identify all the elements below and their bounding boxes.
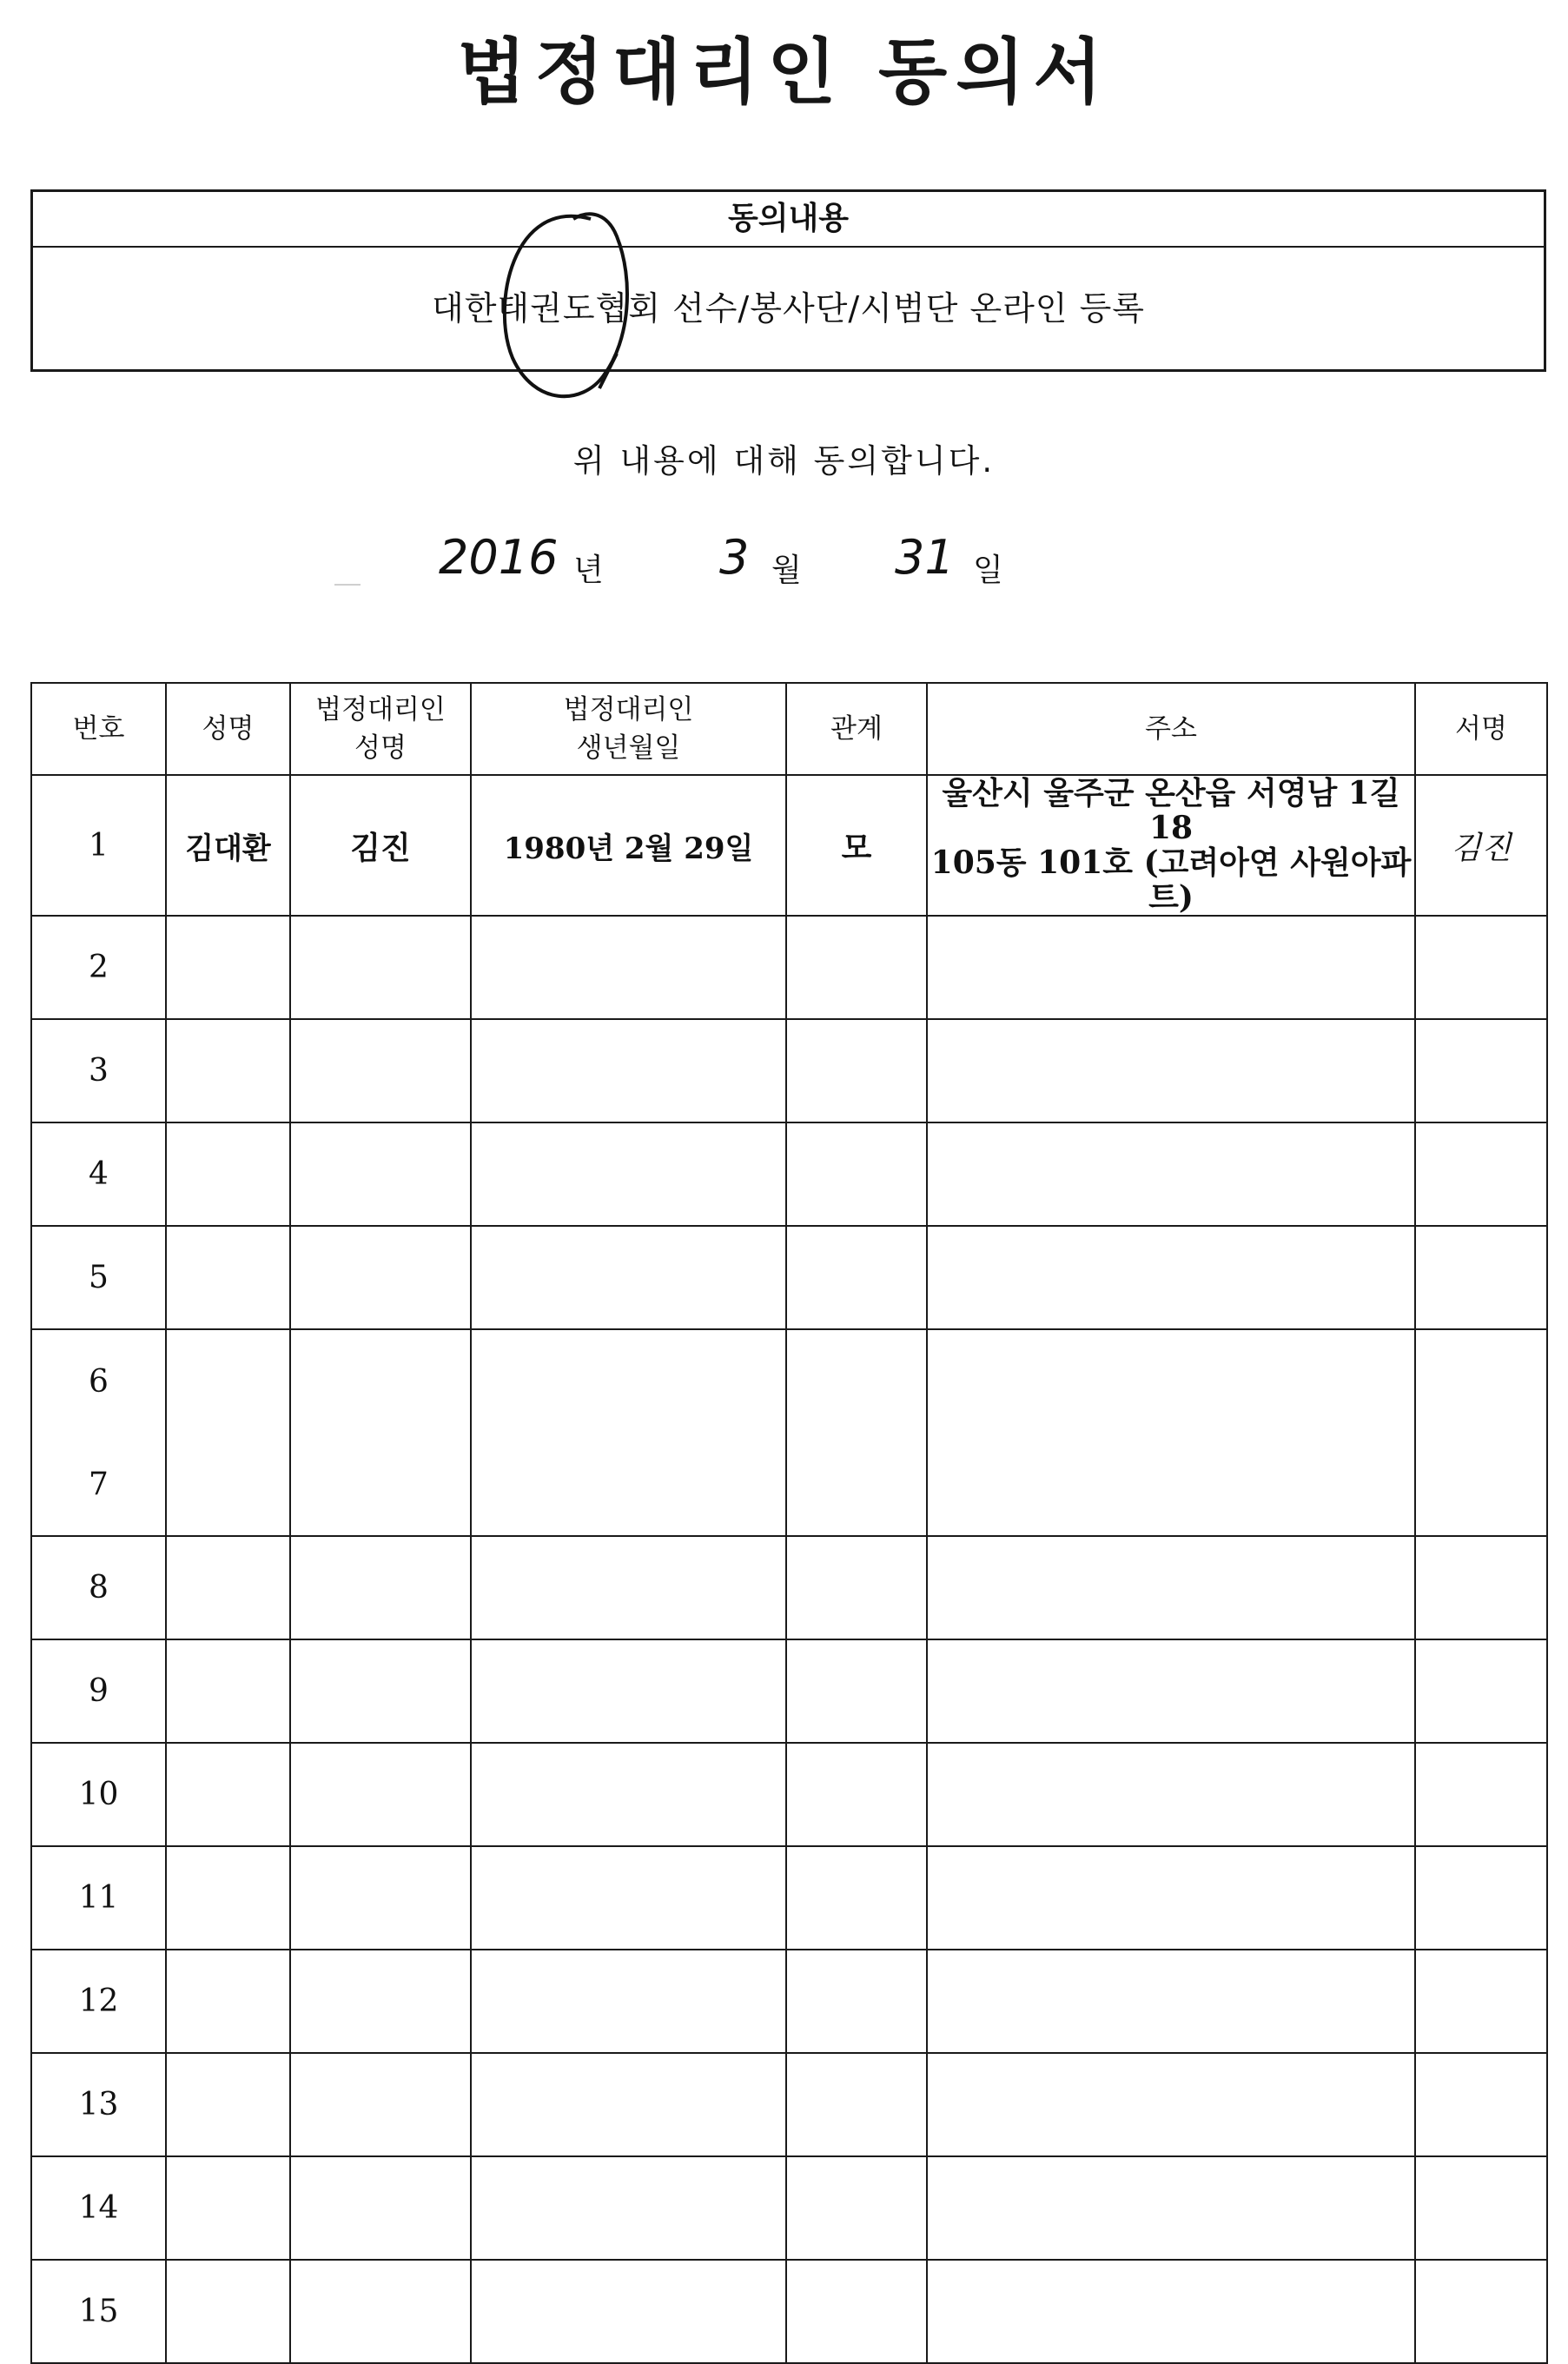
date-year-value: 2016 — [439, 530, 559, 585]
header-guardian-name — [290, 683, 471, 775]
consent-body: 대한태권도협회 선수/봉사단/시범단 온라인 등록 — [431, 289, 1145, 328]
header-guardian-birth-l2: 생년월일 — [576, 732, 681, 764]
table-row — [31, 1950, 1547, 2053]
table-row — [31, 2053, 1547, 2156]
table-row — [31, 2156, 1547, 2260]
row-number: 12 — [31, 1950, 166, 2053]
student-name: 김대환 — [166, 775, 290, 916]
relation: 모 — [786, 775, 927, 916]
document-title: 법정대리인 동의서 — [457, 31, 1111, 114]
signature: 김진 — [1415, 775, 1547, 916]
row-number: 11 — [31, 1846, 166, 1950]
row-number-pair — [31, 1329, 166, 1536]
table-row — [31, 1226, 1547, 1329]
address-line-1: 울산시 울주군 온산읍 서영남 1길 18 — [942, 775, 1400, 846]
row-number: 7 — [89, 1466, 109, 1502]
header-signature: 서명 — [1415, 683, 1547, 775]
consent-header: 동의내용 — [33, 192, 1544, 248]
date-year-label: 년 — [573, 553, 604, 588]
row-number: 9 — [31, 1639, 166, 1743]
guardian-name: 김진 — [290, 775, 471, 916]
table-row — [31, 775, 1547, 916]
table-row — [31, 916, 1547, 1019]
header-guardian-birth — [471, 683, 786, 775]
row-number: 10 — [31, 1743, 166, 1846]
table-row — [31, 2260, 1547, 2363]
table-header-row — [31, 683, 1547, 775]
address — [927, 775, 1415, 916]
header-relation: 관계 — [786, 683, 927, 775]
date-line — [0, 521, 1568, 608]
table-row — [31, 1019, 1547, 1122]
row-number: 13 — [31, 2053, 166, 2156]
header-guardian-name-l1: 법정대리인 — [315, 694, 446, 725]
row-number: 5 — [31, 1226, 166, 1329]
agreement-statement: 위 내용에 대해 동의합니다. — [572, 442, 996, 480]
table-row — [31, 1639, 1547, 1743]
date-day-label: 일 — [973, 553, 1003, 588]
row-number: 1 — [31, 775, 166, 916]
header-guardian-birth-l1: 법정대리인 — [563, 694, 694, 725]
date-day-value: 31 — [895, 530, 955, 585]
table-row — [31, 1536, 1547, 1639]
row-number: 2 — [31, 916, 166, 1019]
row-number: 3 — [31, 1019, 166, 1122]
date-month-label: 월 — [771, 553, 802, 588]
table-row — [31, 1743, 1547, 1846]
guardian-birthdate: 1980년 2월 29일 — [471, 775, 786, 916]
header-guardian-name-l2: 성명 — [354, 732, 407, 764]
row-number: 6 — [89, 1363, 109, 1400]
row-number: 8 — [31, 1536, 166, 1639]
row-number: 14 — [31, 2156, 166, 2260]
header-no: 번호 — [31, 683, 166, 775]
consent-box — [30, 189, 1546, 372]
row-number: 15 — [31, 2260, 166, 2363]
hand-drawn-circle-mark — [486, 202, 652, 410]
header-address: 주소 — [927, 683, 1415, 775]
table-row-merged — [31, 1329, 1547, 1536]
row-number: 4 — [31, 1122, 166, 1226]
table-row — [31, 1846, 1547, 1950]
table-row — [31, 1122, 1547, 1226]
address-line-2: 105동 101호 (고려아연 사원아파트) — [930, 844, 1412, 916]
guardian-table — [30, 682, 1548, 2364]
header-name: 성명 — [166, 683, 290, 775]
date-month-value: 3 — [719, 530, 750, 585]
